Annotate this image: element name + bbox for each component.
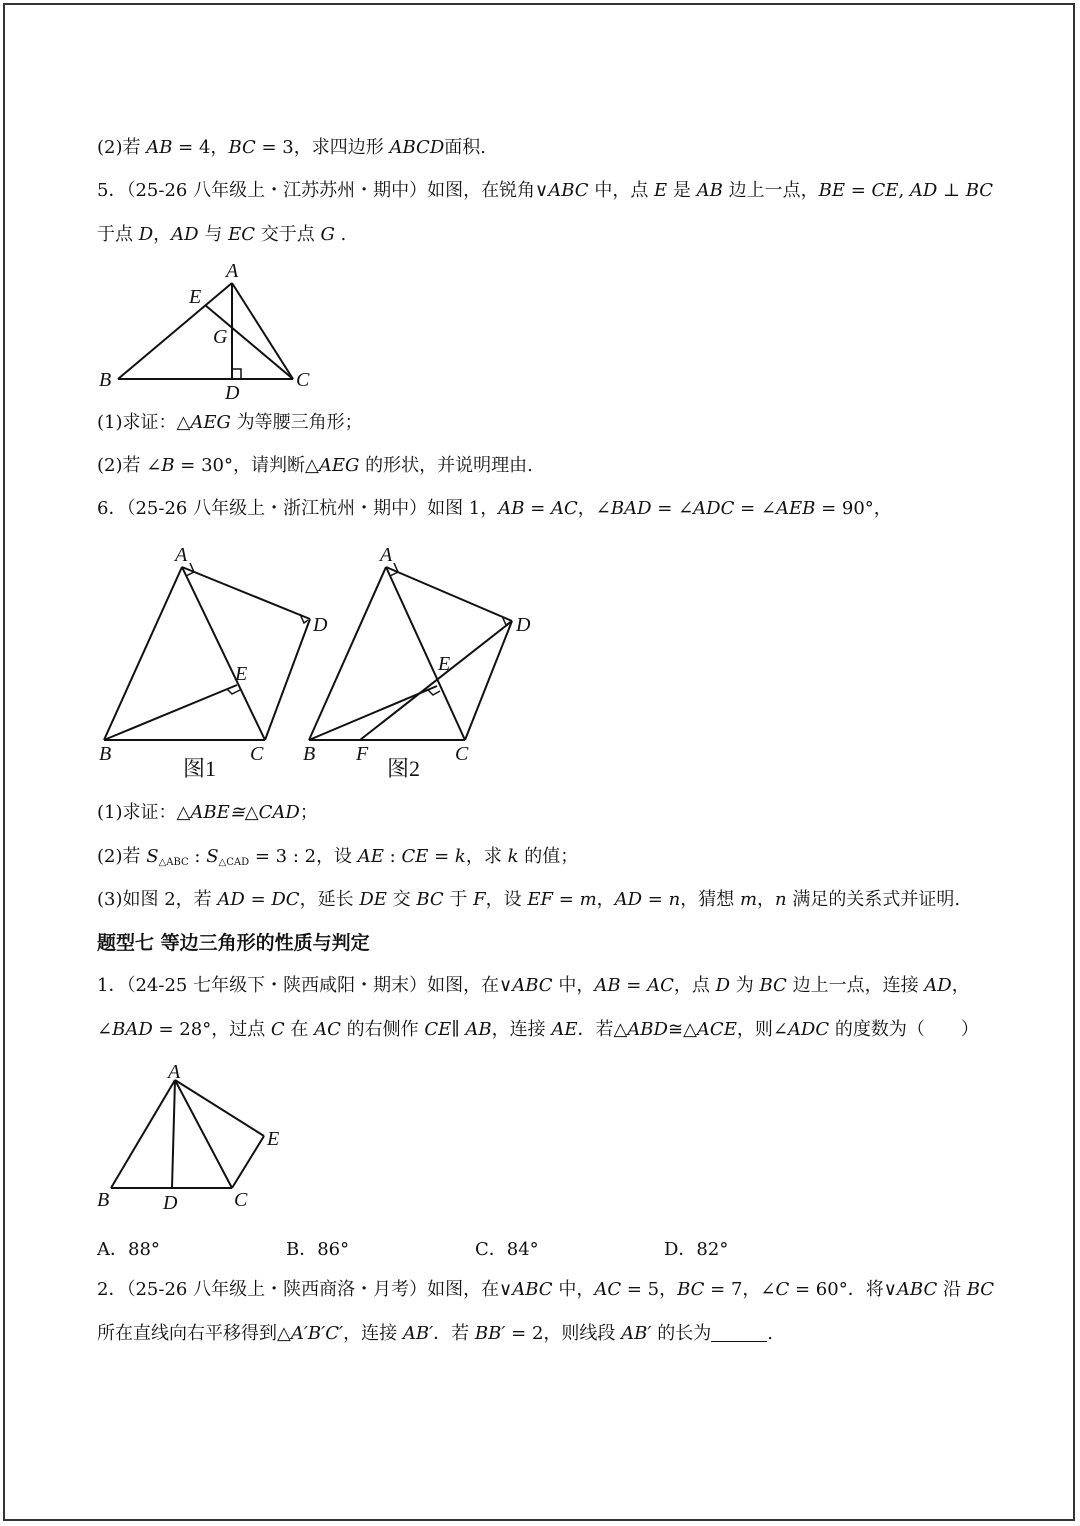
- q5-part1: (1)求证：△AEG 为等腰三角形；: [97, 412, 363, 433]
- fig6b-segment-ab: [309, 567, 386, 740]
- s7-q2-line2: 所在直线向右平移得到△A′B′C′，连接 AB′．若 BB′ = 2，则线段 AB′ 的长为 .: [97, 1323, 773, 1344]
- fig6a-label-e: E: [235, 663, 248, 685]
- fig6b-segment-ad: [386, 567, 512, 621]
- option-a[interactable]: A．88°: [97, 1239, 160, 1260]
- fig7-label-d: D: [163, 1192, 178, 1214]
- q6-part1: (1)求证：△ABE≅△CAD；: [97, 802, 318, 823]
- fig7-segment-ec: [232, 1136, 264, 1188]
- fig6b-label-d: D: [516, 614, 531, 636]
- s7-q2-line1: 2．（25-26 八年级上・陕西商洛・月考）如图，在∨ABC 中，AC = 5，BC = 7，∠C = 60°．将∨ABC 沿 BC: [97, 1279, 995, 1300]
- fig5-label-b: B: [99, 369, 112, 391]
- fig6a-label-c: C: [250, 743, 264, 765]
- fig6a-caption: 图1: [183, 756, 217, 781]
- q5-stem-line2: 于点 D，AD 与 EC 交于点 G .: [97, 224, 347, 245]
- fig5-label-a: A: [226, 260, 239, 282]
- fig6a-segment-ad: [182, 567, 310, 619]
- fig6a-label-a: A: [175, 544, 188, 566]
- fig6b-label-c: C: [455, 743, 469, 765]
- fig7-label-b: B: [97, 1189, 110, 1211]
- option-c[interactable]: C．84°: [475, 1239, 539, 1260]
- option-d[interactable]: D．82°: [664, 1239, 729, 1260]
- fig6a-segment-dc: [265, 619, 310, 740]
- s7-q1-line1: 1．（24-25 七年级下・陕西咸阳・期末）如图，在∨ABC 中，AB = AC，点 D 为 BC 边上一点，连接 AD，: [97, 975, 970, 996]
- fig7-label-a: A: [168, 1061, 181, 1083]
- fig6b-label-e: E: [438, 653, 451, 675]
- fig7-label-c: C: [234, 1189, 248, 1211]
- q4-part2: (2)若 AB = 4，BC = 3，求四边形 ABCD面积.: [97, 137, 486, 158]
- option-b[interactable]: B．86°: [286, 1239, 350, 1260]
- fig5-label-c: C: [296, 369, 310, 391]
- fig6a-label-d: D: [313, 614, 328, 636]
- fig6a-right-angle-e: [227, 689, 240, 694]
- fig6b-right-angle-e: [428, 690, 440, 695]
- fig6b-label-b: B: [303, 743, 316, 765]
- fig7-segment-ba: [111, 1080, 175, 1188]
- fig5-right-angle-mark: [232, 369, 241, 379]
- s7-q1-line2: ∠BAD = 28°，过点 C 在 AC 的右侧作 CE∥ AB，连接 AE．若△ABD≅△ACE，则∠ADC 的度数为（ ）: [97, 1019, 979, 1040]
- fig7-label-e: E: [267, 1128, 280, 1150]
- fig6a-segment-ab: [104, 567, 182, 740]
- section-heading: 题型七 等边三角形的性质与判定: [97, 932, 370, 954]
- fig5-label-d: D: [225, 382, 240, 404]
- answer-blank[interactable]: [711, 1323, 767, 1342]
- fig5-segment-ac: [232, 283, 293, 379]
- fig6b-label-a: A: [380, 544, 393, 566]
- q6-stem: 6．（25-26 八年级上・浙江杭州・期中）如图 1，AB = AC，∠BAD = ∠ADC = ∠AEB = 90°，: [97, 498, 892, 519]
- fig7-segment-ac: [175, 1080, 232, 1188]
- q5-part2: (2)若 ∠B = 30°，请判断△AEG 的形状，并说明理由.: [97, 455, 533, 476]
- fig7-segment-ad: [172, 1080, 175, 1188]
- fig6b-caption: 图2: [387, 756, 421, 781]
- fig5-label-e: E: [189, 286, 202, 308]
- q5-stem-line1: 5．（25-26 八年级上・江苏苏州・期中）如图，在锐角∨ABC 中，点 E 是 AB 边上一点，BE = CE, AD ⊥ BC: [97, 180, 994, 201]
- q6-part2: (2)若 $S_{\triangle ABC}$ : $S_{\triangle CAD} = 3$ : 2，设 AE : CE = k，求 k 的值；: [97, 846, 579, 868]
- fig6b-label-f: F: [356, 743, 369, 765]
- fig6a-label-b: B: [99, 743, 112, 765]
- fig6b-segment-ac: [386, 567, 465, 740]
- fig5-label-g: G: [213, 326, 228, 348]
- q6-part3: (3)如图 2，若 AD = DC，延长 DE 交 BC 于 F，设 EF = m，AD = n，猜想 m，n 满足的关系式并证明.: [97, 889, 961, 910]
- fig7-segment-ae: [175, 1080, 264, 1136]
- fig6a-segment-be: [104, 685, 237, 740]
- fig6a-segment-ac: [182, 567, 265, 740]
